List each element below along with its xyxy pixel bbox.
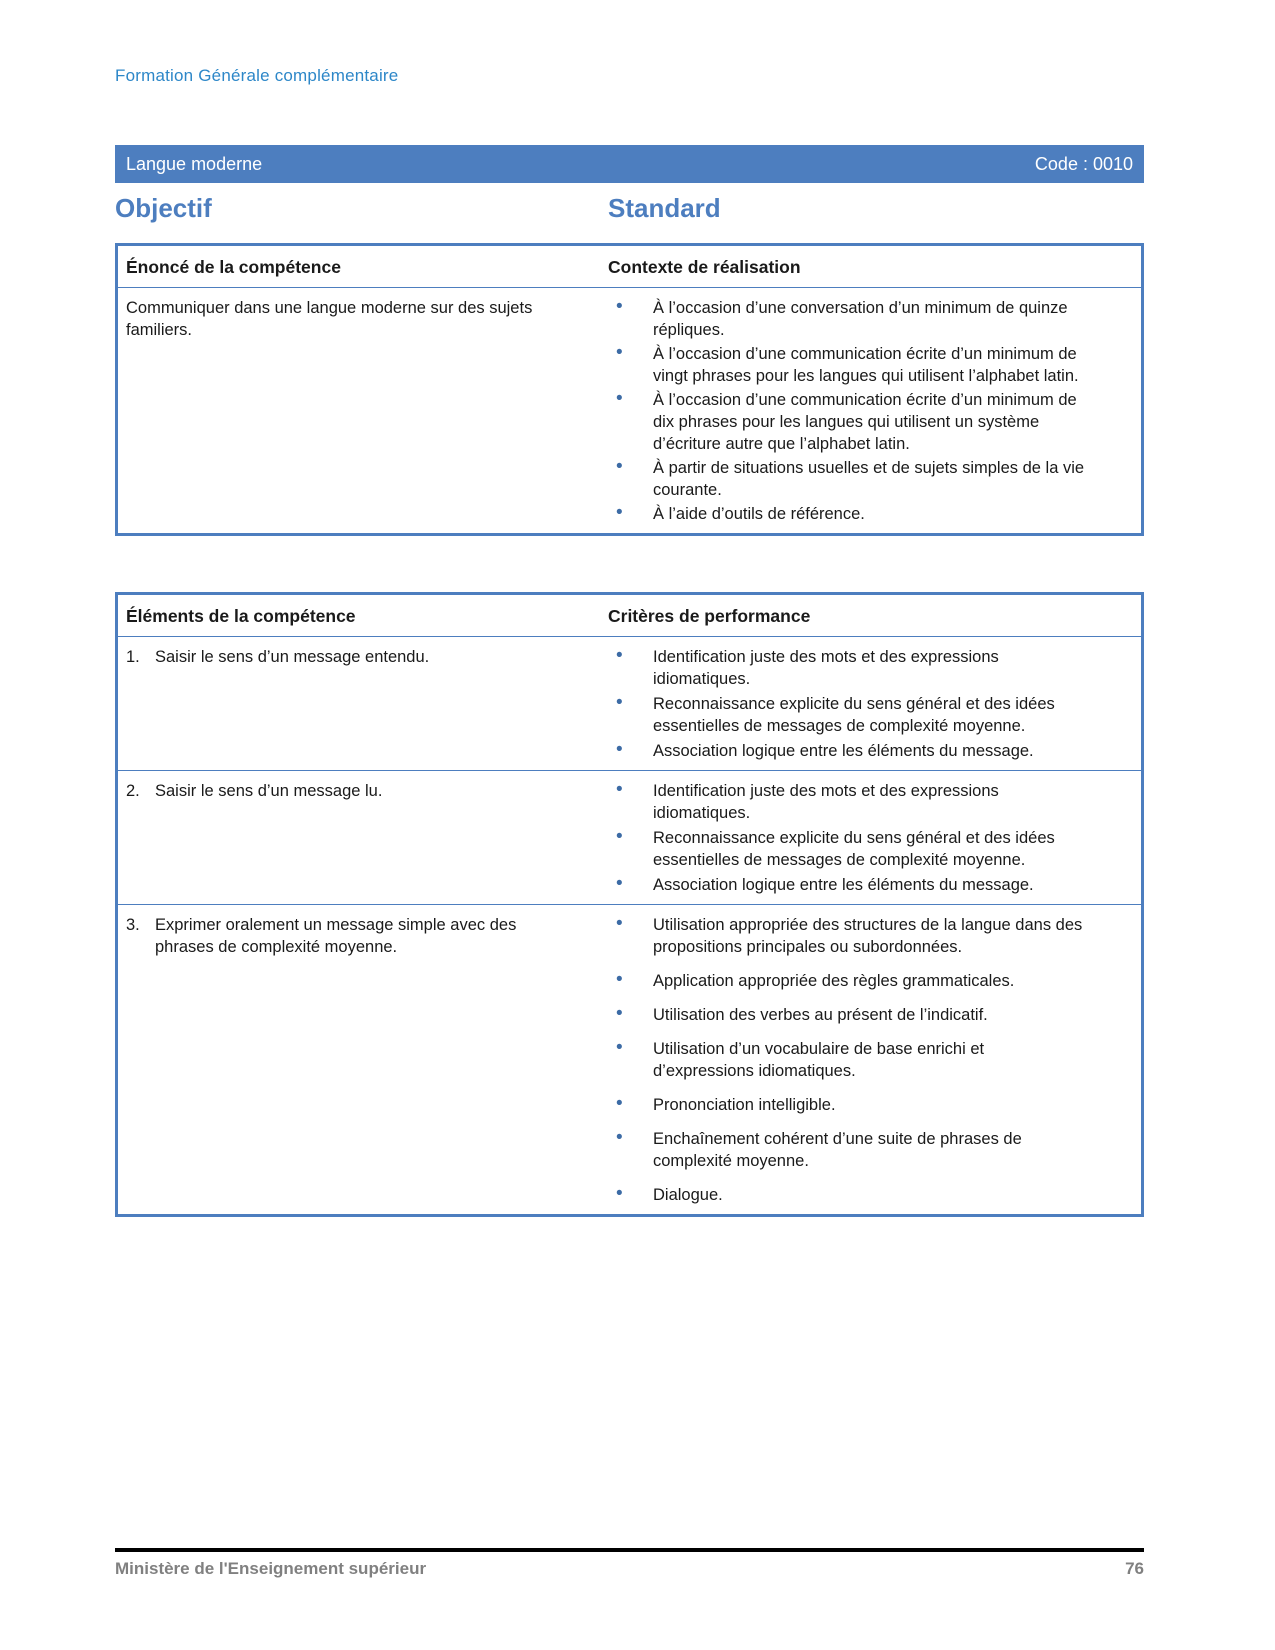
bullet-item: • Utilisation appropriée des structures de la langue dans des propositions principales ou subordonnées. [608, 914, 1085, 958]
element-number: 2. [126, 782, 140, 800]
bullet-item: • Identification juste des mots et des expressions idiomatiques. [608, 646, 1085, 690]
elements-row-1 [118, 637, 1141, 770]
bullet-item: • Dialogue. [608, 1184, 1085, 1206]
context-bullet-list [608, 297, 1141, 525]
document-header-label: Formation Générale complémentaire [115, 66, 399, 85]
bullet-item: • Enchaînement cohérent d’une suite de phrases de complexité moyenne. [608, 1128, 1085, 1172]
bullet-item: • À l’aide d’outils de référence. [608, 503, 1085, 525]
elements-table-header [118, 595, 1141, 637]
bullet-item: • Reconnaissance explicite du sens général et des idées essentielles de messages de complexité moyenne. [608, 827, 1085, 871]
element-text: Saisir le sens d’un message entendu. [155, 648, 430, 666]
heading-objectif: Objectif [115, 193, 212, 223]
bullet-item: • À l’occasion d’une communication écrite d’un minimum de dix phrases pour les langues qui utilisent un système d’écriture autre que l’alphabet latin. [608, 389, 1085, 455]
section-headings [115, 192, 1144, 224]
bullet-item: • Utilisation d’un vocabulaire de base enrichi et d’expressions idiomatiques. [608, 1038, 1085, 1082]
bullet-item: • Utilisation des verbes au présent de l’indicatif. [608, 1004, 1085, 1026]
criteria-bullet-list [608, 646, 1141, 762]
title-bar-title: Langue moderne [126, 153, 263, 174]
element-number: 1. [126, 648, 140, 666]
competence-table-header [118, 246, 1141, 288]
footer-page-number: 76 [1125, 1559, 1144, 1578]
bullet-item: • Prononciation intelligible. [608, 1094, 1085, 1116]
bullet-item: • Association logique entre les éléments du message. [608, 740, 1085, 762]
elements-row-2 [118, 770, 1141, 904]
elements-header-left: Éléments de la compétence [126, 606, 356, 626]
competence-header-right: Contexte de réalisation [608, 257, 801, 277]
elements-table [115, 592, 1144, 1217]
competence-row [118, 288, 1141, 533]
criteria-bullet-list [608, 914, 1141, 1206]
elements-row-3 [118, 904, 1141, 1214]
competence-header-left: Énoncé de la compétence [126, 257, 341, 277]
bullet-item: • Association logique entre les éléments du message. [608, 874, 1085, 896]
title-bar-code: Code : 0010 [1034, 153, 1133, 174]
criteria-bullet-list [608, 780, 1141, 896]
bullet-item: • À partir de situations usuelles et de sujets simples de la vie courante. [608, 457, 1085, 501]
element-number: 3. [126, 916, 140, 934]
elements-header-right: Critères de performance [608, 606, 811, 626]
bullet-item: • Application appropriée des règles grammaticales. [608, 970, 1085, 992]
bullet-item: • Reconnaissance explicite du sens général et des idées essentielles de messages de complexité moyenne. [608, 693, 1085, 737]
bullet-item: • À l’occasion d’une communication écrite d’un minimum de vingt phrases pour les langues qui utilisent l’alphabet latin. [608, 343, 1085, 387]
footer-ministry: Ministère de l'Enseignement supérieur [115, 1559, 427, 1578]
competence-table [115, 243, 1144, 536]
page-footer [115, 1548, 1144, 1579]
element-text: Saisir le sens d’un message lu. [155, 782, 383, 800]
element-text: Exprimer oralement un message simple avec des phrases de complexité moyenne. [155, 916, 517, 956]
heading-standard: Standard [608, 193, 721, 223]
competence-statement: Communiquer dans une langue moderne sur des sujets familiers. [126, 299, 533, 339]
bullet-item: • Identification juste des mots et des expressions idiomatiques. [608, 780, 1085, 824]
bullet-item: • À l’occasion d’une conversation d’un minimum de quinze répliques. [608, 297, 1085, 341]
title-bar [115, 145, 1144, 183]
